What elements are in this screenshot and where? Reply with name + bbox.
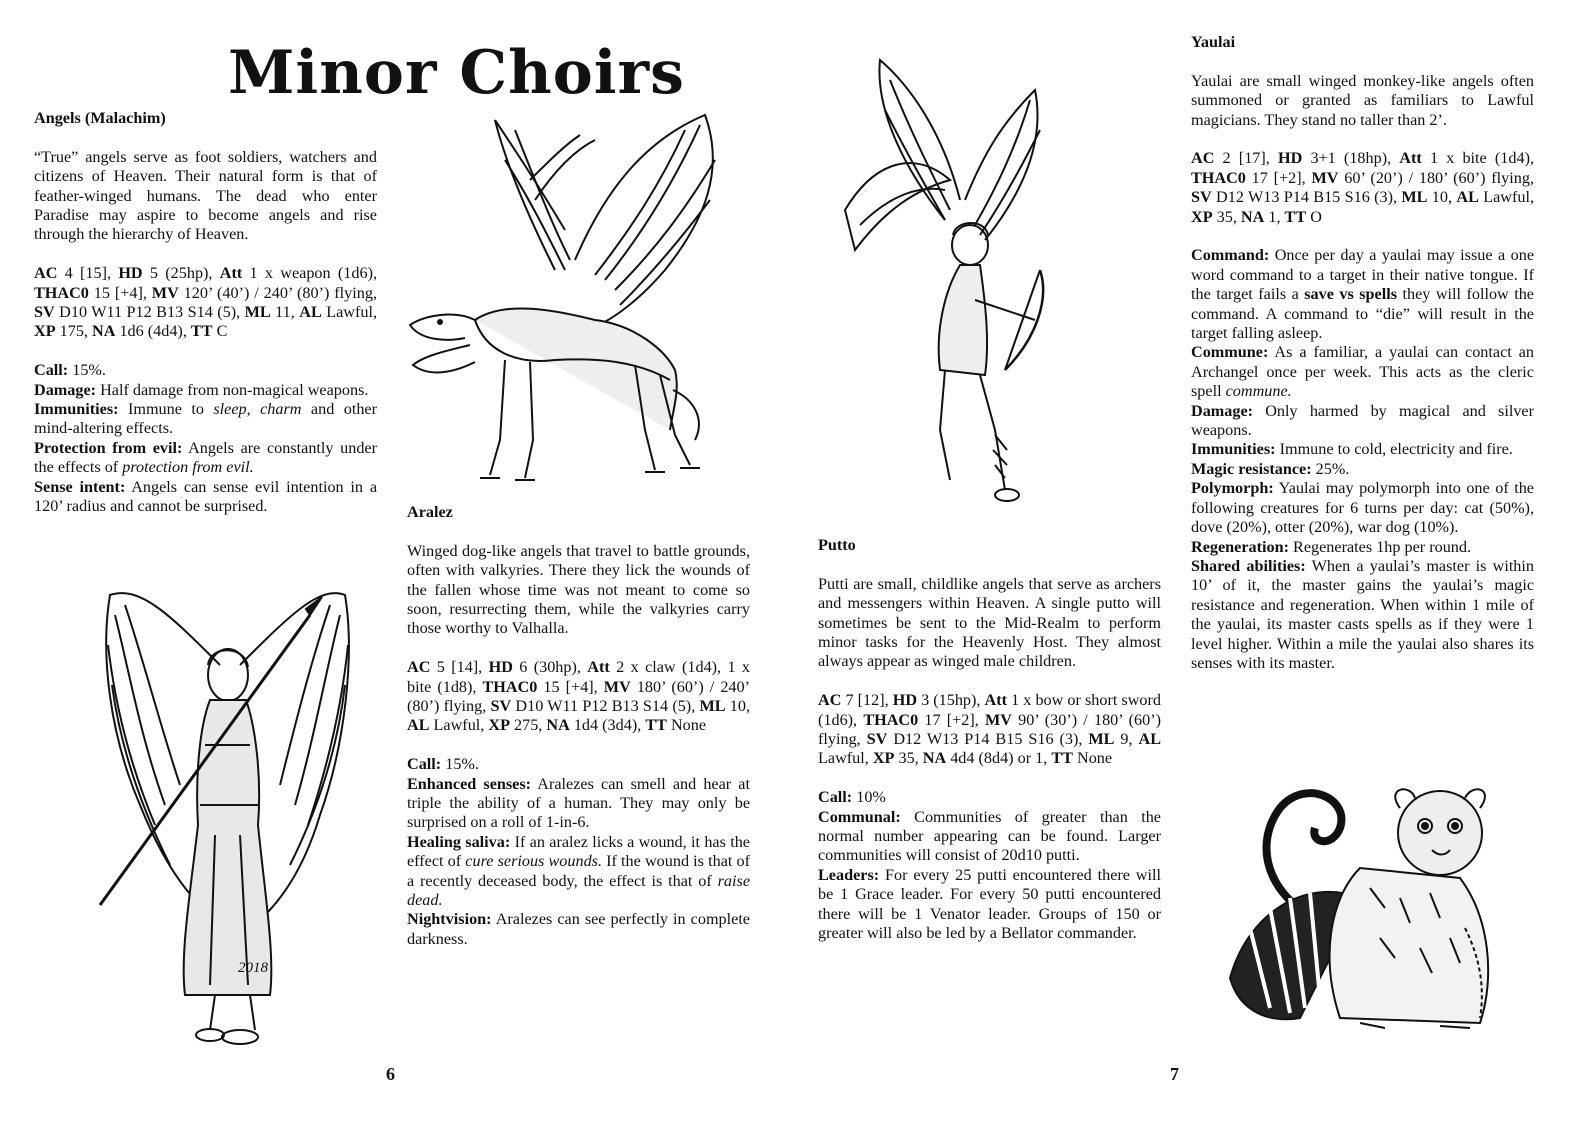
aralez-description: Winged dog-like angels that travel to battle grounds, often with valkyries. There they lick the wounds of the fallen whose time was not meant to come so soon, resurrecting them, while the valkyries carry those worthy to Valhalla. xyxy=(407,541,750,638)
stat-key: AL xyxy=(1138,730,1161,749)
stat-key: SV xyxy=(34,303,55,322)
stat-key: ML xyxy=(699,697,726,716)
stat-value: 17 [+2], xyxy=(918,710,986,729)
aralez-heading: Aralez xyxy=(407,503,453,521)
yaulai-section xyxy=(1191,33,1534,673)
putto-communal: Communal: Communities of greater than the normal number appearing can be found. Larger communities will consist of 20d10 putti. xyxy=(818,807,1161,865)
stat-value: 5 (25hp), xyxy=(142,264,220,283)
stat-value: 2 x claw (1d4), 1 x bite (1d8), xyxy=(407,658,751,696)
yaulai-regeneration: Regeneration: Regenerates 1hp per round. xyxy=(1191,537,1472,556)
stat-key: ML xyxy=(244,303,271,322)
stat-key: AL xyxy=(299,303,322,322)
yaulai-shared-abilities: Shared abilities: When a yaulai’s master is within 10’ of it, the master gains the yaulai’s magic resistance and regeneration. When within 1 mile of the yaulai, its master casts spells as if they were 1 level higher. Within a mile the yaulai also shares its senses with its master. xyxy=(1191,556,1534,672)
stat-value: 4 [15], xyxy=(57,264,119,283)
putto-heading: Putto xyxy=(818,536,856,554)
stat-key: ML xyxy=(1088,730,1115,749)
angel-illustration xyxy=(70,575,370,1055)
stat-value: 10, xyxy=(1427,188,1457,207)
stat-key: AC xyxy=(1191,149,1215,168)
stat-value: 1, xyxy=(1264,207,1285,226)
stat-value: 60’ (20’) / 180’ (60’) flying, xyxy=(1338,168,1534,187)
angels-description: “True” angels serve as foot soldiers, watchers and citizens of Heaven. Their natural form is that of feather-winged humans. The dead who enter Paradise may aspire to become angels and rise through the hierarchy of Heaven. xyxy=(34,147,377,244)
stat-value: D10 W11 P12 B13 S14 (5), xyxy=(511,697,700,716)
stat-key: Att xyxy=(587,658,610,677)
stat-key: NA xyxy=(546,716,570,735)
stat-value: D12 W13 P14 B15 S16 (3), xyxy=(1211,188,1402,207)
putto-illustration xyxy=(835,50,1065,510)
yaulai-stat-block xyxy=(1191,149,1534,227)
stat-key: HD xyxy=(118,264,143,283)
artist-signature: 2018 xyxy=(238,960,268,976)
page-number-right: 7 xyxy=(1170,1064,1179,1084)
page-title: Minor Choirs xyxy=(228,38,685,108)
stat-key: XP xyxy=(34,322,56,341)
stat-key: XP xyxy=(1191,207,1213,226)
yaulai-damage: Damage: Only harmed by magical and silver weapons. xyxy=(1191,401,1534,440)
stat-key: THAC0 xyxy=(482,677,538,696)
stat-value: None xyxy=(666,716,707,735)
stat-value: 275, xyxy=(509,716,547,735)
stat-value: 17 [+2], xyxy=(1245,168,1312,187)
stat-value: 15 [+4], xyxy=(537,677,604,696)
angels-immunities: Immunities: Immune to sleep, charm and other mind-altering effects. xyxy=(34,400,377,438)
stat-value: 3+1 (18hp), xyxy=(1302,149,1400,168)
stat-key: THAC0 xyxy=(34,283,89,302)
aralez-illustration xyxy=(405,110,765,490)
page-number-left: 6 xyxy=(386,1064,395,1084)
stat-value: 7 [12], xyxy=(841,691,893,710)
stat-key: TT xyxy=(645,716,667,735)
yaulai-commune: Commune: As a familiar, a yaulai can contact an Archangel once per week. This acts as the cleric spell commune. xyxy=(1191,343,1534,401)
stat-value: Lawful, xyxy=(429,716,489,735)
stat-value: 1 x weapon (1d6), xyxy=(242,264,378,283)
putto-section xyxy=(818,536,1161,943)
stat-value: D10 W11 P12 B13 S14 (5), xyxy=(54,303,245,322)
angels-call: Call: 15%. xyxy=(34,361,106,380)
angels-section xyxy=(34,109,377,516)
stat-key: SV xyxy=(866,730,888,749)
stat-key: THAC0 xyxy=(1191,168,1246,187)
stat-key: XP xyxy=(488,716,510,735)
yaulai-polymorph: Polymorph: Yaulai may polymorph into one of the following creatures for 6 turns per day: cat (50%), dove (20%), otter (20%), war dog (10%). xyxy=(1191,479,1534,537)
stat-value: O xyxy=(1306,207,1322,226)
stat-key: HD xyxy=(488,658,513,677)
stat-value: C xyxy=(212,322,228,341)
stat-key: AC xyxy=(34,264,58,283)
stat-value: 180’ (60’) / 240’ (80’) flying, xyxy=(407,677,750,716)
aralez-enhanced-senses: Enhanced senses: Aralezes can smell and hear at triple the ability of a human. They may only be surprised on a roll of 1-in-6. xyxy=(407,774,750,832)
yaulai-heading: Yaulai xyxy=(1191,33,1236,51)
stat-value: 1 x bite (1d4), xyxy=(1421,149,1535,168)
aralez-stat-block xyxy=(407,658,750,736)
stat-value: Lawful, xyxy=(321,303,377,322)
stat-key: MV xyxy=(151,283,179,302)
stat-key: SV xyxy=(1191,188,1212,207)
stat-key: TT xyxy=(1284,207,1307,226)
stat-key: TT xyxy=(1051,749,1073,768)
angels-heading: Angels (Malachim) xyxy=(34,109,166,127)
aralez-call: Call: 15%. xyxy=(407,755,479,774)
stat-key: AC xyxy=(407,658,431,677)
yaulai-command: Command: Once per day a yaulai may issue a one word command to a target in their native tongue. If the target fails a save vs spells they will follow the command. A command to “die” will result in the target falling asleep. xyxy=(1191,246,1534,343)
yaulai-magic-resistance: Magic resistance: 25%. xyxy=(1191,459,1350,478)
stat-key: NA xyxy=(92,322,116,341)
stat-key: AL xyxy=(407,716,430,735)
putto-call: Call: 10% xyxy=(818,788,886,807)
stat-value: 175, xyxy=(55,322,92,341)
stat-key: Att xyxy=(1399,149,1422,168)
putto-stat-block xyxy=(818,691,1161,769)
stat-key: SV xyxy=(490,697,512,716)
stat-key: Att xyxy=(219,264,243,283)
aralez-nightvision: Nightvision: Aralezes can see perfectly in complete darkness. xyxy=(407,910,750,948)
stat-key: XP xyxy=(872,749,895,768)
stat-key: HD xyxy=(1278,149,1303,168)
stat-key: AC xyxy=(818,691,842,710)
stat-value: D12 W13 P14 B15 S16 (3), xyxy=(887,730,1089,749)
stat-value: 9, xyxy=(1114,730,1139,749)
stat-key: MV xyxy=(985,710,1012,729)
putto-description: Putti are small, childlike angels that serve as archers and messengers within Heaven. A single putto will sometimes be sent to the Mid-Realm to perform minor tasks for the Heavenly Host. They almost always appear as winged male children. xyxy=(818,574,1161,671)
angels-sense-intent: Sense intent: Angels can sense evil intention in a 120’ radius and cannot be surprised. xyxy=(34,477,377,516)
stat-key: NA xyxy=(1240,207,1265,226)
yaulai-immunities: Immunities: Immune to cold, electricity and fire. xyxy=(1191,440,1513,459)
stat-value: 10, xyxy=(725,697,750,716)
stat-value: 1 x bow or short sword (1d6), xyxy=(818,691,1161,729)
stat-value: 120’ (40’) / 240’ (80’) flying, xyxy=(178,283,377,302)
stat-key: HD xyxy=(892,691,918,710)
stat-value: 1d4 (3d4), xyxy=(569,716,646,735)
angels-protection: Protection from evil: Angels are constantly under the effects of protection from evil. xyxy=(34,438,377,477)
putto-leaders: Leaders: For every 25 putti encountered there will be 1 Grace leader. For every 50 putti encountered there will be 1 Venator leader. Groups of 150 or greater will also be led by a Bellator commander. xyxy=(818,865,1161,943)
stat-value: 15 [+4], xyxy=(88,283,152,302)
stat-key: THAC0 xyxy=(863,710,919,729)
stat-key: TT xyxy=(190,322,213,341)
stat-value: 1d6 (4d4), xyxy=(115,322,191,341)
yaulai-illustration xyxy=(1210,778,1520,1048)
stat-key: ML xyxy=(1401,188,1428,207)
stat-value: Lawful, xyxy=(818,749,873,768)
stat-key: Att xyxy=(984,691,1008,710)
stat-key: NA xyxy=(922,749,947,768)
stat-key: AL xyxy=(1456,188,1479,207)
stat-key: MV xyxy=(603,677,631,696)
stat-value: None xyxy=(1072,749,1113,768)
stat-value: 11, xyxy=(270,303,300,322)
stat-value: 3 (15hp), xyxy=(917,691,985,710)
yaulai-description: Yaulai are small winged monkey-like angels often summoned or granted as familiars to Lawful magicians. They stand no taller than 2’. xyxy=(1191,71,1534,129)
stat-value: 35, xyxy=(894,749,923,768)
stat-key: MV xyxy=(1311,168,1339,187)
stat-value: 2 [17], xyxy=(1214,149,1278,168)
angels-stat-block xyxy=(34,264,377,342)
stat-value: 35, xyxy=(1212,207,1241,226)
stat-value: 5 [14], xyxy=(430,658,489,677)
stat-value: 6 (30hp), xyxy=(512,658,588,677)
angels-damage: Damage: Half damage from non-magical weapons. xyxy=(34,380,369,399)
stat-value: Lawful, xyxy=(1478,188,1535,207)
stat-value: 4d4 (8d4) or 1, xyxy=(946,749,1052,768)
aralez-section xyxy=(407,503,750,949)
aralez-healing-saliva: Healing saliva: If an aralez licks a wound, it has the effect of cure serious wounds. If the wound is that of a recently deceased body, the effect is that of raise dead. xyxy=(407,832,750,910)
stat-value: 90’ (30’) / 180’ (60’) flying, xyxy=(818,710,1162,749)
